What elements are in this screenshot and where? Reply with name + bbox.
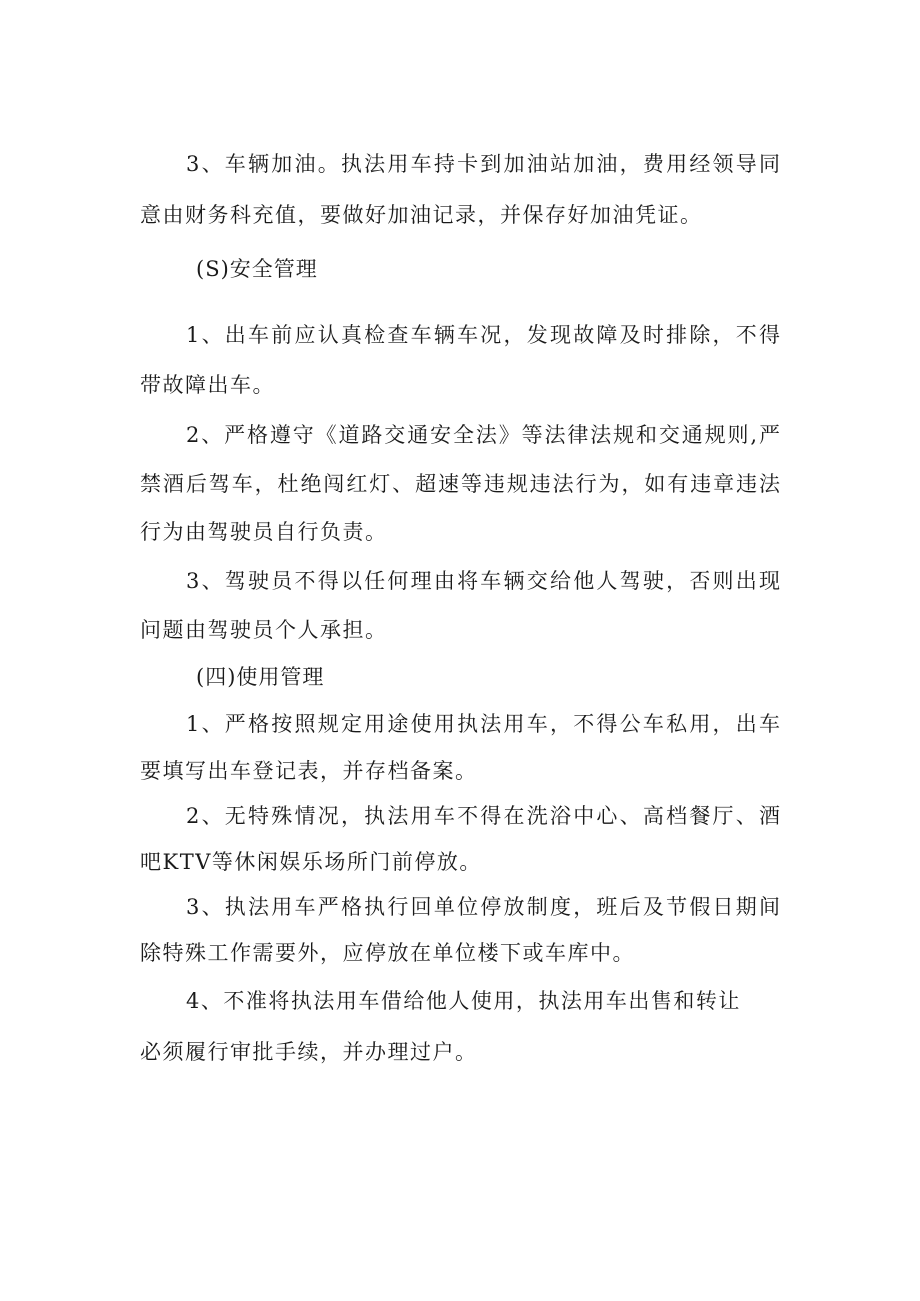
paragraph-safety-1-line-1: 1、出车前应认真检查车辆车况，发现故障及时排除，不得 [186,323,780,347]
paragraph-usage-3-line-1: 3、执法用车严格执行回单位停放制度，班后及节假日期间 [186,895,780,919]
paragraph-safety-1-line-2: 带故障出车。 [140,373,275,397]
paragraph-safety-2-line-3: 行为由驾驶员自行负责。 [140,520,388,544]
paragraph-usage-4-line-1: 4、不准将执法用车借给他人使用，执法用车出售和转让 [186,989,741,1013]
paragraph-safety-2-line-1: 2、严格遵守《道路交通安全法》等法律法规和交通规则,严 [186,423,780,447]
paragraph-usage-4-line-2: 必须履行审批手续，并办理过户。 [140,1040,478,1064]
paragraph-usage-2-line-2: 吧KTV等休闲娱乐场所门前停放。 [140,850,482,874]
paragraph-usage-2-line-1: 2、无特殊情况，执法用车不得在洗浴中心、高档餐厅、酒 [186,804,780,828]
section-heading-usage: (四)使用管理 [196,665,325,689]
paragraph-safety-3-line-1: 3、驾驶员不得以任何理由将车辆交给他人驾驶，否则出现 [186,569,780,593]
paragraph-refuel-line-2: 意由财务科充值，要做好加油记录，并保存好加油凭证。 [140,203,703,227]
paragraph-safety-2-line-2: 禁酒后驾车，杜绝闯红灯、超速等违规违法行为，如有违章违法 [140,472,780,496]
paragraph-safety-3-line-2: 问题由驾驶员个人承担。 [140,618,388,642]
paragraph-usage-1-line-1: 1、严格按照规定用途使用执法用车，不得公车私用，出车 [186,712,780,736]
paragraph-usage-3-line-2: 除特殊工作需要外，应停放在单位楼下或车库中。 [140,941,635,965]
section-heading-safety: (S)安全管理 [196,257,318,281]
paragraph-usage-1-line-2: 要填写出车登记表，并存档备案。 [140,759,478,783]
paragraph-refuel-line-1: 3、车辆加油。执法用车持卡到加油站加油，费用经领导同 [186,152,780,176]
